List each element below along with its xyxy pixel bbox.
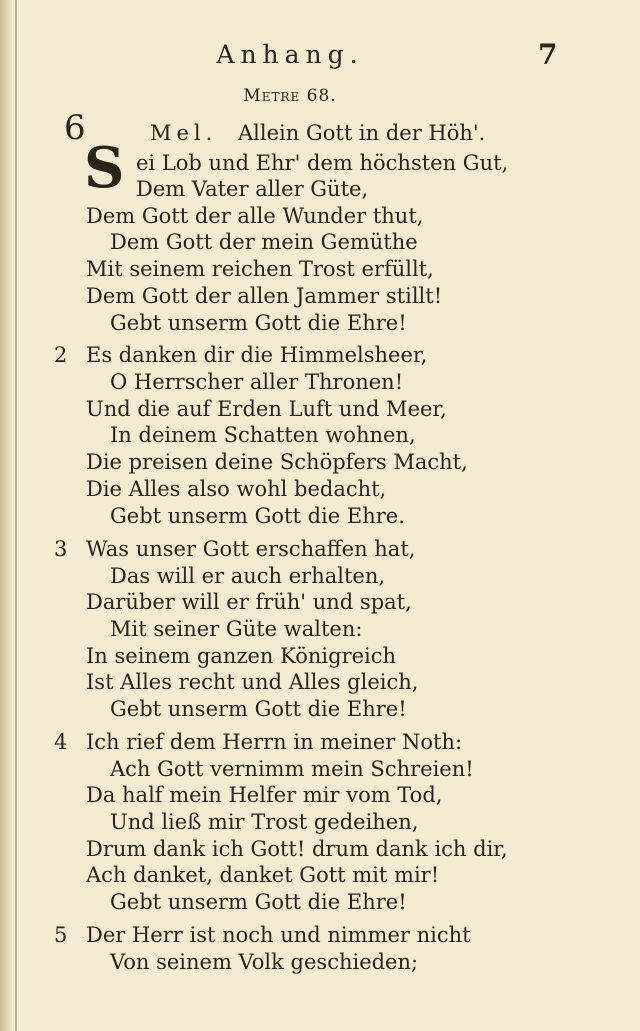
binding-line [15, 0, 17, 1031]
verse-4-line-2: Ach Gott vernimm mein Schreien! [110, 757, 474, 781]
running-header: Anhang. [216, 40, 364, 69]
verse-3-line-7: Gebt unserm Gott die Ehre! [110, 697, 407, 721]
verse-3-line-6: Ist Alles recht und Alles gleich, [86, 670, 419, 694]
verse-3-line-2: Das will er auch erhalten, [110, 564, 386, 588]
verse-3-line-5: In seinem ganzen Königreich [86, 644, 397, 668]
verse-3-line-3: Darüber will er früh' und spat, [86, 590, 412, 614]
verse-4-line-1: Ich rief dem Herrn in meiner Noth: [86, 730, 463, 754]
melody-label: Mel. [150, 121, 218, 145]
verse-2-line-3: Und die auf Erden Luft und Meer, [86, 397, 447, 421]
verse-5-line-2: Von seinem Volk geschieden; [110, 950, 419, 974]
verse-number-3: 3 [54, 537, 68, 561]
verse-3-line-4: Mit seiner Güte walten: [110, 617, 363, 641]
verse-1-line-4: Dem Gott der mein Gemüthe [110, 230, 418, 254]
verse-1-line-2: Dem Vater aller Güte, [136, 177, 369, 201]
verse-1-line-6: Dem Gott der allen Jammer stillt! [86, 284, 443, 308]
verse-number-5: 5 [54, 923, 68, 947]
verse-2-line-1: Es danken dir die Himmelsheer, [86, 343, 428, 367]
drop-cap: S [84, 135, 125, 201]
verse-4-line-7: Gebt unserm Gott die Ehre! [110, 890, 407, 914]
verse-2-line-4: In deinem Schatten wohnen, [110, 423, 416, 447]
verse-number-2: 2 [54, 343, 68, 367]
verse-2-line-6: Die Alles also wohl bedacht, [86, 477, 387, 501]
verse-1-line-1: ei Lob und Ehr' dem höchsten Gut, [136, 151, 509, 175]
verse-1-line-7: Gebt unserm Gott die Ehre! [110, 311, 407, 335]
verse-2-line-2: O Herrscher aller Thronen! [110, 370, 404, 394]
page-edge-shadow [0, 0, 14, 1031]
melody-line [150, 120, 485, 146]
verse-4-line-5: Drum dank ich Gott! drum dank ich dir, [86, 837, 508, 861]
verse-2-line-5: Die preisen deine Schöpfers Macht, [86, 450, 468, 474]
verse-1-line-5: Mit seinem reichen Trost erfüllt, [86, 257, 434, 281]
verse-4-line-4: Und ließ mir Trost gedeihen, [110, 810, 419, 834]
hymn-number: 6 [64, 108, 86, 148]
verse-4-line-3: Da half mein Helfer mir vom Tod, [86, 783, 443, 807]
verse-1-line-3: Dem Gott der alle Wunder thut, [86, 204, 424, 228]
verse-2-line-7: Gebt unserm Gott die Ehre. [110, 504, 405, 528]
meter-heading: Metre 68. [243, 86, 337, 106]
verse-4-line-6: Ach danket, danket Gott mit mir! [86, 863, 440, 887]
melody-title: Allein Gott in der Höh'. [238, 121, 486, 145]
verse-3-line-1: Was unser Gott erschaffen hat, [86, 537, 416, 561]
verse-5-line-1: Der Herr ist noch und nimmer nicht [86, 923, 471, 947]
page-number: 7 [538, 38, 558, 71]
verse-number-4: 4 [54, 730, 68, 754]
